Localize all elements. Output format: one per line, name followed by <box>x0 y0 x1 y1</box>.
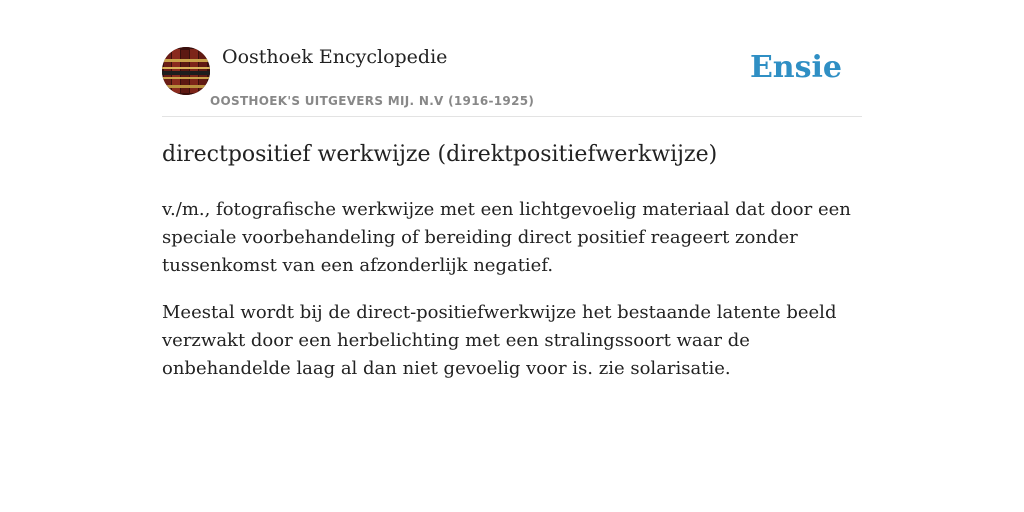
brand-logo[interactable]: Ensie <box>749 50 842 85</box>
source-name[interactable]: Oosthoek Encyclopedie <box>222 46 448 68</box>
article-paragraph: Meestal wordt bij de direct-positiefwerkwijze het bestaande latente beeld verzwakt door een herbelichting met een stralingssoort waar de onbehandelde laag al dan niet gevoelig voor is. zie solarisatie. <box>162 302 837 379</box>
article-title: directpositief werkwijze (direktpositiefwerkwijze) <box>162 142 718 167</box>
header <box>162 44 862 117</box>
article <box>162 138 862 402</box>
source-avatar[interactable] <box>162 47 210 95</box>
book-spines-icon <box>162 47 210 95</box>
article-paragraph: v./m., fotografische werkwijze met een lichtgevoelig materiaal dat door een speciale voorbehandeling of bereiding direct positief reageert zonder tussenkomst van een afzonderlijk negatief. <box>162 199 851 276</box>
publisher-label: OOSTHOEK'S UITGEVERS MIJ. N.V (1916-1925) <box>210 94 535 108</box>
